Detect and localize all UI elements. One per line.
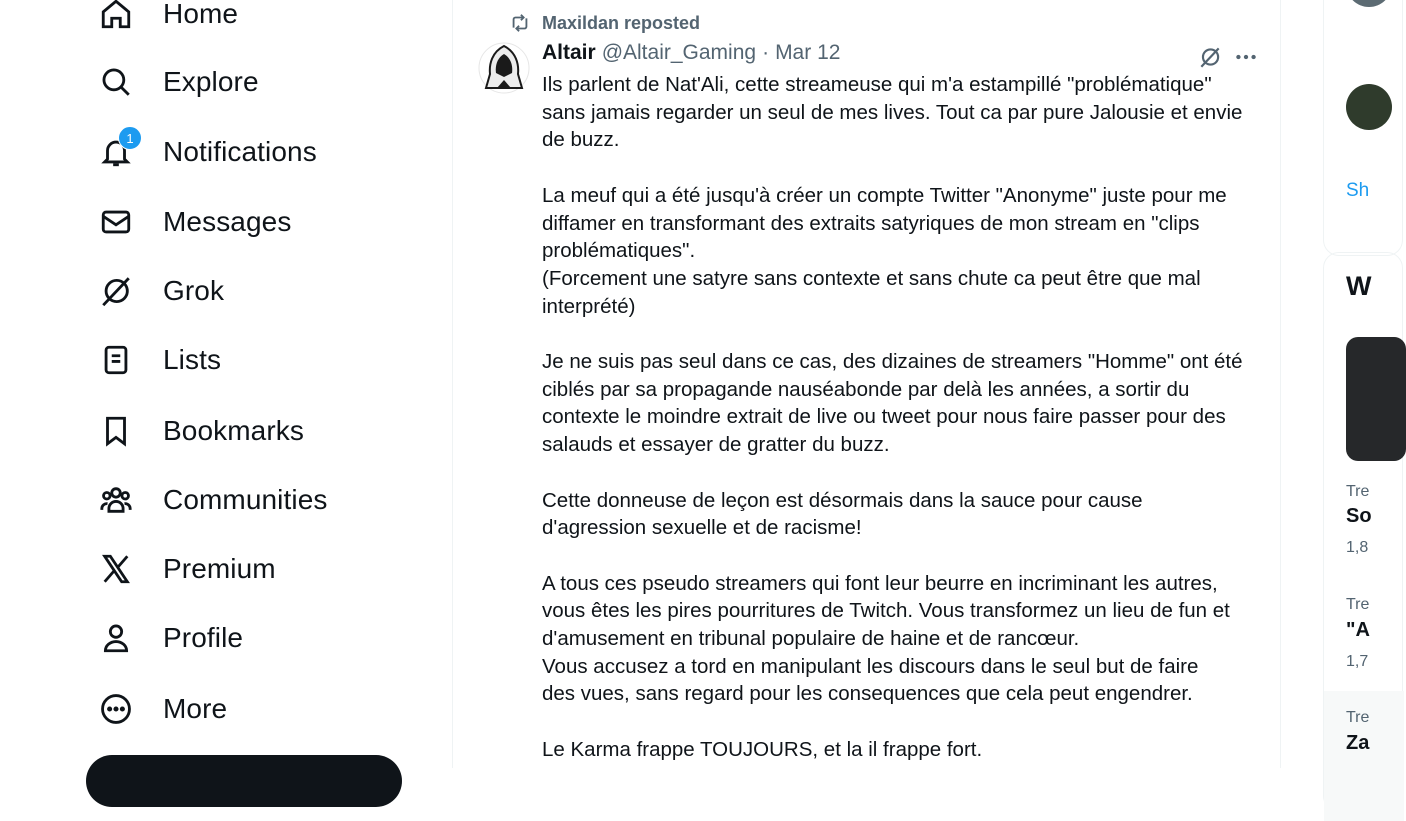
nav-label-profile: Profile xyxy=(163,622,244,653)
nav-label-messages: Messages xyxy=(163,206,292,237)
nav-label-communities: Communities xyxy=(163,484,328,515)
nav-label-more: More xyxy=(163,693,228,724)
right-sidebar xyxy=(1281,0,1372,768)
post-button[interactable] xyxy=(86,755,402,807)
nav-item-premium[interactable] xyxy=(96,549,276,589)
nav-item-profile[interactable] xyxy=(96,618,243,658)
nav-label-notifications: Notifications xyxy=(163,136,317,167)
repost-icon xyxy=(509,12,531,34)
notification-badge: 1 xyxy=(118,126,142,150)
trends-heading: W xyxy=(1346,271,1372,301)
nav-item-bookmarks[interactable] xyxy=(96,411,304,451)
separator-dot: · xyxy=(762,41,770,64)
post-text: Ils parlent de Nat'Ali, cette streameuse qui m'a estampillé "problématique" sans jamais regarder un seul de mes lives. Tout ca par pure Jalousie et envie de buzz. La meuf qui a été jusqu'à créer un compte Twitter "Anonyme" juste pour me diffamer en transformant des extraits satyriques de mon stream en "clips problématiques". (Forcement une satyre sans contexte et sans chute ca peut être que mal interprété) Je ne suis pas seul dans ce cas, des dizaines de streamers "Homme" ont été ciblés par sa propagande nauséabonde par delà les années, a sortir du contexte le moindre extrait de live ou tweet pour nous faire passer pour des salauds et essayer de gratter du buzz. Cette donneuse de leçon est désormais dans la sauce pour cause d'agression sexuelle et de racisme! A tous ces pseudo streamers qui font leur beurre en incriminant les autres, vous êtes les pires pourritures de Twitch. Vous transformez un lieu de fun et d'amusement en tribunal populaire de haine et de rancœur. Vous accusez a tord en manipulant les discours dans le seul but de faire des vues, sans regard pour les consequences que cela peut engendrer. Le Karma frappe TOUJOURS, et la il frappe fort. xyxy=(542,73,1243,761)
trend-image[interactable] xyxy=(1346,337,1406,461)
grok-analyze-button[interactable] xyxy=(1195,42,1225,72)
post-more-button[interactable] xyxy=(1231,42,1261,72)
person-icon xyxy=(96,618,136,658)
trend-meta: Tre xyxy=(1346,709,1370,726)
sidebar-nav xyxy=(0,0,452,768)
trend-title[interactable]: Za xyxy=(1346,732,1370,754)
suggested-avatar[interactable] xyxy=(1346,0,1392,7)
who-to-follow-card xyxy=(1323,0,1403,256)
nav-label-explore: Explore xyxy=(163,66,259,97)
nav-item-messages[interactable] xyxy=(96,202,291,242)
x-logo-icon xyxy=(96,549,136,589)
nav-item-explore[interactable] xyxy=(96,62,259,102)
nav-label-grok: Grok xyxy=(163,275,225,306)
trend-row-hover[interactable] xyxy=(1324,691,1404,821)
nav-label-bookmarks: Bookmarks xyxy=(163,415,304,446)
trends-card xyxy=(1323,252,1403,812)
nav-item-notifications[interactable] xyxy=(96,132,317,172)
envelope-icon xyxy=(96,202,136,242)
trend-meta: Tre xyxy=(1346,596,1370,613)
nav-item-home[interactable] xyxy=(96,0,238,34)
nav-item-communities[interactable] xyxy=(96,480,327,520)
suggested-avatar[interactable] xyxy=(1346,84,1392,130)
more-horizontal-icon xyxy=(1233,44,1259,70)
people-icon xyxy=(96,480,136,520)
main-timeline xyxy=(452,0,1281,768)
grok-icon xyxy=(1197,44,1223,70)
post-date[interactable]: Mar 12 xyxy=(775,41,841,64)
repost-indicator xyxy=(509,12,700,34)
search-icon xyxy=(96,62,136,102)
list-icon xyxy=(96,340,136,380)
trend-title[interactable]: "A xyxy=(1346,619,1370,641)
trend-meta: Tre xyxy=(1346,483,1370,500)
repost-text: Maxildan reposted xyxy=(542,12,701,33)
bell-icon xyxy=(96,132,136,172)
author-name[interactable]: Altair xyxy=(542,41,596,64)
trend-title[interactable]: So xyxy=(1346,505,1372,527)
post-header xyxy=(542,41,840,65)
nav-label-premium: Premium xyxy=(163,553,276,584)
home-icon xyxy=(96,0,136,34)
bookmark-icon xyxy=(96,411,136,451)
grok-icon xyxy=(96,271,136,311)
author-avatar[interactable] xyxy=(478,42,530,94)
author-handle[interactable]: @Altair_Gaming xyxy=(601,41,757,64)
trend-count: 1,7 xyxy=(1346,653,1369,670)
nav-label-lists: Lists xyxy=(163,344,222,375)
nav-item-grok[interactable] xyxy=(96,271,224,311)
nav-label-home: Home xyxy=(163,0,239,29)
trend-count: 1,8 xyxy=(1346,539,1369,556)
show-more-link[interactable]: Sh xyxy=(1346,180,1370,201)
nav-item-more[interactable] xyxy=(96,689,227,729)
more-circle-icon xyxy=(96,689,136,729)
nav-item-lists[interactable] xyxy=(96,340,221,380)
